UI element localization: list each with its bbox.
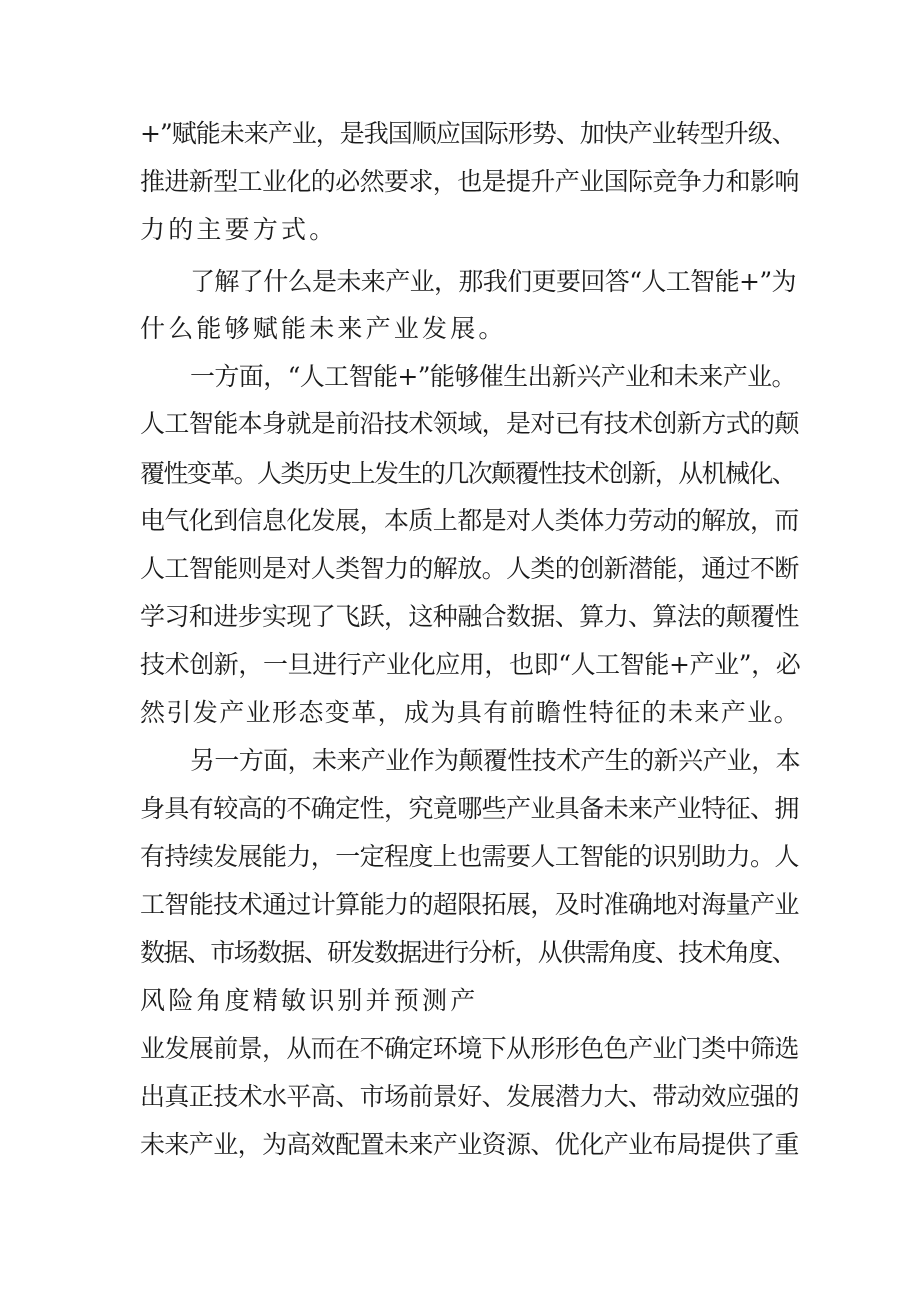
text-line: 什么能够赋能未来产业发展。 xyxy=(140,314,507,343)
text-line: 未来产业，为高效配置未来产业资源、优化产业布局提供了重 xyxy=(140,1130,799,1159)
text-line: 风险角度精敏识别并预测产 xyxy=(140,986,479,1015)
text-line: 数据、市场数据、研发数据进行分析，从供需角度、技术角度、 xyxy=(140,938,796,967)
text-line: 然引发产业形态变革，成为具有前瞻性特征的未来产业。 xyxy=(140,698,801,727)
text-line: 推进新型工业化的必然要求，也是提升产业国际竞争力和影响 xyxy=(140,167,799,196)
text-line: 工智能技术通过计算能力的超限拓展，及时准确地对海量产业 xyxy=(140,890,799,919)
text-line: 身具有较高的不确定性，究竟哪些产业具备未来产业特征、拥 xyxy=(140,794,799,823)
text-line: 业发展前景，从而在不确定环境下从形形色色产业门类中筛选 xyxy=(140,1034,799,1063)
text-line: 学习和进步实现了飞跃，这种融合数据、算力、算法的颠覆性 xyxy=(140,602,799,631)
text-line: 出真正技术水平高、市场前景好、发展潜力大、带动效应强的 xyxy=(140,1082,799,1111)
text-line: 人工智能则是对人类智力的解放。人类的创新潜能，通过不断 xyxy=(140,554,799,583)
text-line: 电气化到信息化发展，本质上都是对人类体力劳动的解放，而 xyxy=(140,506,799,535)
text-line: 技术创新，一旦进行产业化应用，也即“人工智能+产业”，必 xyxy=(140,650,801,679)
text-line: 力的主要方式。 xyxy=(140,215,338,244)
paragraph-first-line: 了解了什么是未来产业，那我们更要回答“人工智能+”为 xyxy=(190,267,796,296)
text-line: 人工智能本身就是前沿技术领域，是对已有技术创新方式的颠 xyxy=(140,409,799,438)
text-line: 有持续发展能力，一定程度上也需要人工智能的识别助力。人 xyxy=(140,842,799,871)
text-line: +”赋能未来产业，是我国顺应国际形势、加快产业转型升级、 xyxy=(140,119,796,148)
text-line: 覆性变革。人类历史上发生的几次颠覆性技术创新，从机械化、 xyxy=(140,459,796,488)
paragraph-first-line: 一方面，“人工智能+”能够催生出新兴产业和未来产业。 xyxy=(190,362,796,391)
paragraph-first-line: 另一方面，未来产业作为颠覆性技术产生的新兴产业，本 xyxy=(190,746,801,775)
